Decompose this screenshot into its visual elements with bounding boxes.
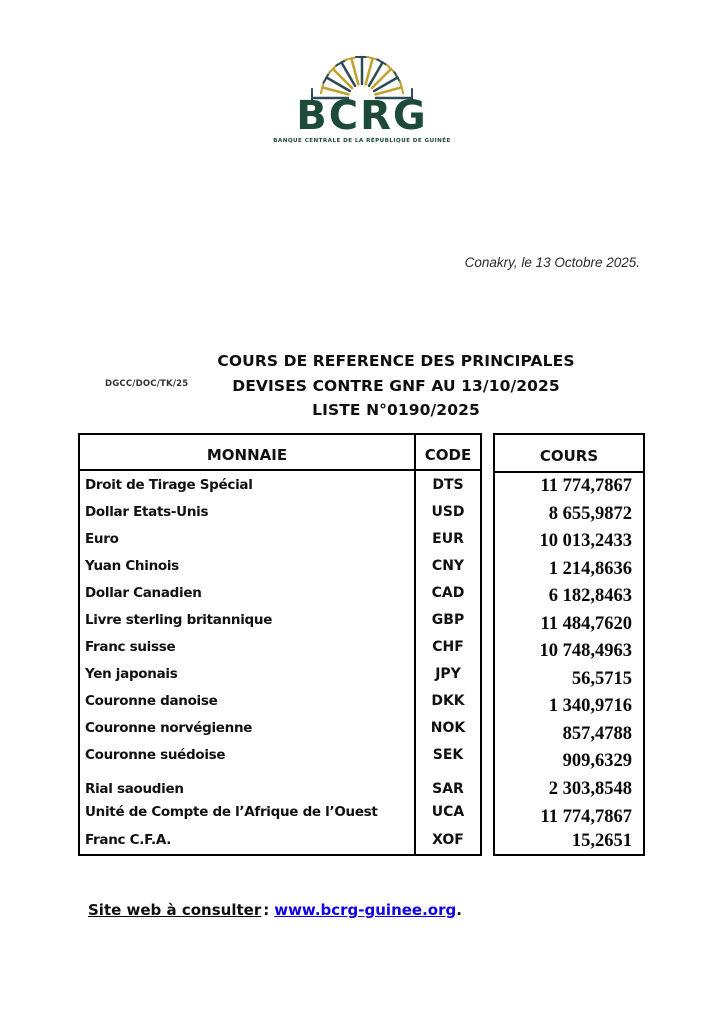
currency-name: Franc C.F.A. [85, 832, 172, 848]
currency-name: Couronne suédoise [85, 746, 226, 763]
currency-code: EUR [414, 525, 480, 552]
currency-code: NOK [414, 714, 480, 741]
table-row [80, 801, 480, 823]
footer-separator: : [263, 901, 270, 919]
cours-rows [495, 473, 643, 854]
table-row [80, 552, 480, 579]
rates-table [78, 433, 645, 856]
currency-code: CHF [414, 633, 480, 660]
table-row [80, 606, 480, 633]
currency-name: Couronne norvégienne [85, 719, 253, 736]
currency-code: GBP [414, 606, 480, 633]
table-row [80, 471, 480, 498]
monnaie-code-rows [80, 471, 480, 854]
column-header-code: CODE [414, 435, 480, 469]
currency-rate: 1 340,9716 [548, 696, 632, 717]
logo-acronym: BCRG [296, 93, 428, 139]
currency-rate: 15,2651 [571, 830, 632, 851]
currency-rate: 56,5715 [571, 668, 632, 689]
currency-rate: 11 484,7620 [540, 613, 632, 634]
table-row [80, 768, 480, 801]
currency-code: USD [414, 498, 480, 525]
currency-rate: 10 013,2433 [539, 531, 632, 552]
date-line: Conakry, le 13 Octobre 2025. [464, 255, 640, 270]
currency-name: Livre sterling britannique [85, 611, 273, 628]
reference-code: DGCC/DOC/TK/25 [105, 379, 189, 389]
document-title [173, 349, 619, 423]
currency-code: SAR [414, 768, 480, 801]
currency-code: UCA [414, 801, 480, 823]
table-row [80, 741, 480, 768]
currency-code: DTS [414, 471, 480, 498]
table-column-gap [482, 433, 493, 856]
title-line-1: COURS DE REFERENCE DES PRINCIPALES [217, 352, 575, 370]
currency-name: Dollar Etats-Unis [85, 503, 209, 520]
currency-name: Yuan Chinois [85, 557, 179, 574]
title-line-2: DEVISES CONTRE GNF AU 13/10/2025 [232, 376, 560, 395]
column-header-cours: COURS [495, 435, 643, 473]
footer-label: Site web à consulter [88, 901, 262, 919]
currency-name: Unité de Compte de l’Afrique de l’Ouest [85, 804, 378, 820]
currency-code: DKK [414, 687, 480, 714]
currency-rate: 8 655,9872 [548, 503, 632, 524]
currency-code: SEK [414, 741, 480, 768]
currency-code: CNY [414, 552, 480, 579]
currency-name: Franc suisse [85, 638, 176, 655]
logo-caption: BANQUE CENTRALE DE LA RÉPUBLIQUE DE GUINÉE [273, 138, 451, 144]
footer-line [88, 901, 462, 919]
table-row [80, 660, 480, 687]
table-row [80, 633, 480, 660]
currency-code: CAD [414, 579, 480, 606]
table-row [80, 498, 480, 525]
currency-name: Couronne danoise [85, 692, 218, 709]
currency-rate: 2 303,8548 [548, 779, 632, 799]
table-header-row [80, 435, 480, 471]
currency-rate: 10 748,4963 [539, 641, 632, 662]
currency-rate: 1 214,8636 [548, 558, 632, 579]
currency-name: Droit de Tirage Spécial [85, 476, 253, 493]
currency-name: Yen japonais [85, 665, 178, 682]
currency-rate: 11 774,7867 [540, 806, 632, 827]
currency-name: Dollar Canadien [85, 584, 202, 601]
website-link[interactable]: www.bcrg-guinee.org [274, 901, 457, 919]
footer-period: . [456, 901, 462, 919]
table-row [80, 579, 480, 606]
currency-rate: 6 182,8463 [548, 586, 632, 607]
currency-code: JPY [414, 660, 480, 687]
cours-table [493, 433, 645, 856]
title-line-3: LISTE N°0190/2025 [312, 401, 480, 419]
currency-code: XOF [414, 823, 480, 854]
currency-code-table [78, 433, 482, 856]
table-row [80, 687, 480, 714]
currency-rate: 909,6329 [562, 751, 632, 772]
currency-name: Euro [85, 530, 119, 547]
currency-rate: 11 774,7867 [540, 476, 632, 497]
currency-rate: 857,4788 [562, 723, 632, 744]
column-header-monnaie: MONNAIE [206, 446, 288, 464]
table-row [80, 525, 480, 552]
bcrg-logo [0, 48, 724, 144]
currency-name: Rial saoudien [85, 781, 184, 797]
table-row [80, 823, 480, 854]
table-row [80, 714, 480, 741]
